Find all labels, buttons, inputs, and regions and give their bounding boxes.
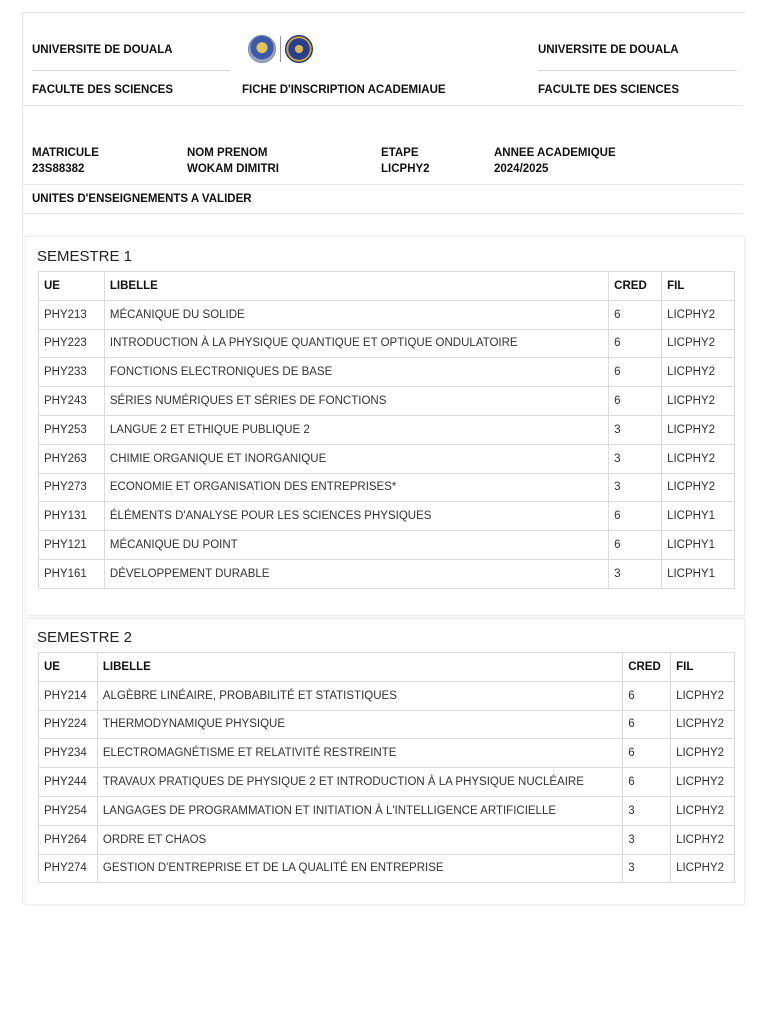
cell-cred: 3 xyxy=(609,415,662,444)
cell-cred: 6 xyxy=(609,531,662,560)
cell-libelle: ECONOMIE ET ORGANISATION DES ENTREPRISES* xyxy=(104,473,608,502)
cell-fil: LICPHY2 xyxy=(671,739,735,768)
cell-cred: 3 xyxy=(623,796,671,825)
university-seal-logo xyxy=(248,35,276,63)
cell-ue: PHY224 xyxy=(39,710,98,739)
cell-ue: PHY214 xyxy=(39,681,98,710)
form-title: FICHE D'INSCRIPTION ACADEMIAUE xyxy=(242,84,446,96)
cell-cred: 3 xyxy=(623,825,671,854)
cell-ue: PHY273 xyxy=(39,473,105,502)
matricule-label: MATRICULE xyxy=(32,147,99,159)
cell-libelle: MÉCANIQUE DU SOLIDE xyxy=(104,300,608,329)
divider xyxy=(280,36,281,62)
table-row xyxy=(39,825,735,854)
cell-cred: 6 xyxy=(609,387,662,416)
cell-cred: 6 xyxy=(623,710,671,739)
cell-fil: LICPHY2 xyxy=(671,825,735,854)
registration-form xyxy=(22,12,745,903)
cell-libelle: SÉRIES NUMÉRIQUES ET SÉRIES DE FONCTIONS xyxy=(104,387,608,416)
cell-ue: PHY121 xyxy=(39,531,105,560)
column-header-ue: UE xyxy=(39,653,98,682)
divider xyxy=(32,70,230,71)
cell-ue: PHY213 xyxy=(39,300,105,329)
cell-ue: PHY234 xyxy=(39,739,98,768)
table-row xyxy=(39,739,735,768)
cell-ue: PHY253 xyxy=(39,415,105,444)
cell-ue: PHY243 xyxy=(39,387,105,416)
table-row xyxy=(39,768,735,797)
university-logos xyxy=(248,32,313,66)
cell-fil: LICPHY2 xyxy=(662,415,735,444)
cell-ue: PHY131 xyxy=(39,502,105,531)
cell-cred: 6 xyxy=(623,681,671,710)
table-row xyxy=(39,710,735,739)
column-header-cred: CRED xyxy=(609,272,662,301)
left-faculty-name: FACULTE DES SCIENCES xyxy=(32,84,173,96)
semester-2-card xyxy=(25,618,745,905)
cell-cred: 6 xyxy=(609,300,662,329)
cell-cred: 3 xyxy=(609,473,662,502)
table-header-row xyxy=(39,653,735,682)
cell-cred: 6 xyxy=(609,358,662,387)
cell-libelle: ALGÈBRE LINÉAIRE, PROBABILITÉ ET STATISTIQUES xyxy=(97,681,622,710)
column-header-cred: CRED xyxy=(623,653,671,682)
cell-fil: LICPHY2 xyxy=(671,854,735,883)
cell-ue: PHY264 xyxy=(39,825,98,854)
semester-title: SEMESTRE 1 xyxy=(37,248,133,265)
cell-cred: 6 xyxy=(609,502,662,531)
right-university-name: UNIVERSITE DE DOUALA xyxy=(538,44,679,56)
column-header-fil: FIL xyxy=(671,653,735,682)
column-header-fil: FIL xyxy=(662,272,735,301)
etape-value: LICPHY2 xyxy=(381,163,430,175)
table-row xyxy=(39,854,735,883)
table-row xyxy=(39,300,735,329)
academic-year-value: 2024/2025 xyxy=(494,163,549,175)
table-row xyxy=(39,444,735,473)
table-row xyxy=(39,502,735,531)
cell-fil: LICPHY1 xyxy=(662,531,735,560)
name-value: WOKAM DIMITRI xyxy=(187,163,279,175)
cell-cred: 6 xyxy=(623,768,671,797)
faculty-seal-logo xyxy=(285,35,313,63)
table-row xyxy=(39,531,735,560)
table-row xyxy=(39,329,735,358)
divider xyxy=(23,184,743,185)
table-row xyxy=(39,796,735,825)
academic-year-label: ANNEE ACADEMIQUE xyxy=(494,147,616,159)
cell-fil: LICPHY2 xyxy=(662,329,735,358)
semester-1-table xyxy=(38,271,735,589)
cell-cred: 6 xyxy=(623,739,671,768)
divider xyxy=(538,70,737,71)
semester-title: SEMESTRE 2 xyxy=(37,629,133,646)
cell-ue: PHY233 xyxy=(39,358,105,387)
table-header-row xyxy=(39,272,735,301)
cell-ue: PHY223 xyxy=(39,329,105,358)
cell-fil: LICPHY2 xyxy=(662,473,735,502)
cell-fil: LICPHY2 xyxy=(671,796,735,825)
right-faculty-name: FACULTE DES SCIENCES xyxy=(538,84,679,96)
cell-ue: PHY254 xyxy=(39,796,98,825)
column-header-ue: UE xyxy=(39,272,105,301)
cell-cred: 3 xyxy=(609,444,662,473)
cell-fil: LICPHY1 xyxy=(662,559,735,588)
left-university-name: UNIVERSITE DE DOUALA xyxy=(32,44,173,56)
units-heading: UNITES D'ENSEIGNEMENTS A VALIDER xyxy=(32,193,252,205)
table-row xyxy=(39,473,735,502)
cell-libelle: MÉCANIQUE DU POINT xyxy=(104,531,608,560)
cell-fil: LICPHY2 xyxy=(671,710,735,739)
cell-libelle: ELECTROMAGNÉTISME ET RELATIVITÉ RESTREINTE xyxy=(97,739,622,768)
cell-cred: 3 xyxy=(623,854,671,883)
divider xyxy=(23,213,743,214)
cell-libelle: DÉVELOPPEMENT DURABLE xyxy=(104,559,608,588)
cell-fil: LICPHY1 xyxy=(662,502,735,531)
cell-libelle: INTRODUCTION À LA PHYSIQUE QUANTIQUE ET OPTIQUE ONDULATOIRE xyxy=(104,329,608,358)
cell-cred: 3 xyxy=(609,559,662,588)
cell-cred: 6 xyxy=(609,329,662,358)
cell-fil: LICPHY2 xyxy=(671,681,735,710)
cell-fil: LICPHY2 xyxy=(662,358,735,387)
cell-ue: PHY274 xyxy=(39,854,98,883)
cell-libelle: TRAVAUX PRATIQUES DE PHYSIQUE 2 ET INTRODUCTION À LA PHYSIQUE NUCLÉAIRE xyxy=(97,768,622,797)
cell-ue: PHY263 xyxy=(39,444,105,473)
cell-ue: PHY244 xyxy=(39,768,98,797)
cell-fil: LICPHY2 xyxy=(662,300,735,329)
column-header-libelle: LIBELLE xyxy=(97,653,622,682)
divider xyxy=(23,105,743,106)
cell-libelle: LANGUE 2 ET ETHIQUE PUBLIQUE 2 xyxy=(104,415,608,444)
cell-libelle: LANGAGES DE PROGRAMMATION ET INITIATION À L'INTELLIGENCE ARTIFICIELLE xyxy=(97,796,622,825)
matricule-value: 23S88382 xyxy=(32,163,85,175)
cell-libelle: FONCTIONS ELECTRONIQUES DE BASE xyxy=(104,358,608,387)
table-row xyxy=(39,559,735,588)
table-row xyxy=(39,681,735,710)
name-label: NOM PRENOM xyxy=(187,147,268,159)
etape-label: ETAPE xyxy=(381,147,419,159)
semester-1-card xyxy=(25,236,745,616)
cell-libelle: THERMODYNAMIQUE PHYSIQUE xyxy=(97,710,622,739)
table-row xyxy=(39,415,735,444)
cell-libelle: ÉLÉMENTS D'ANALYSE POUR LES SCIENCES PHYSIQUES xyxy=(104,502,608,531)
cell-libelle: CHIMIE ORGANIQUE ET INORGANIQUE xyxy=(104,444,608,473)
cell-fil: LICPHY2 xyxy=(671,768,735,797)
cell-ue: PHY161 xyxy=(39,559,105,588)
column-header-libelle: LIBELLE xyxy=(104,272,608,301)
cell-fil: LICPHY2 xyxy=(662,387,735,416)
semester-2-table xyxy=(38,652,735,883)
cell-libelle: GESTION D'ENTREPRISE ET DE LA QUALITÉ EN ENTREPRISE xyxy=(97,854,622,883)
table-row xyxy=(39,358,735,387)
cell-libelle: ORDRE ET CHAOS xyxy=(97,825,622,854)
table-row xyxy=(39,387,735,416)
cell-fil: LICPHY2 xyxy=(662,444,735,473)
